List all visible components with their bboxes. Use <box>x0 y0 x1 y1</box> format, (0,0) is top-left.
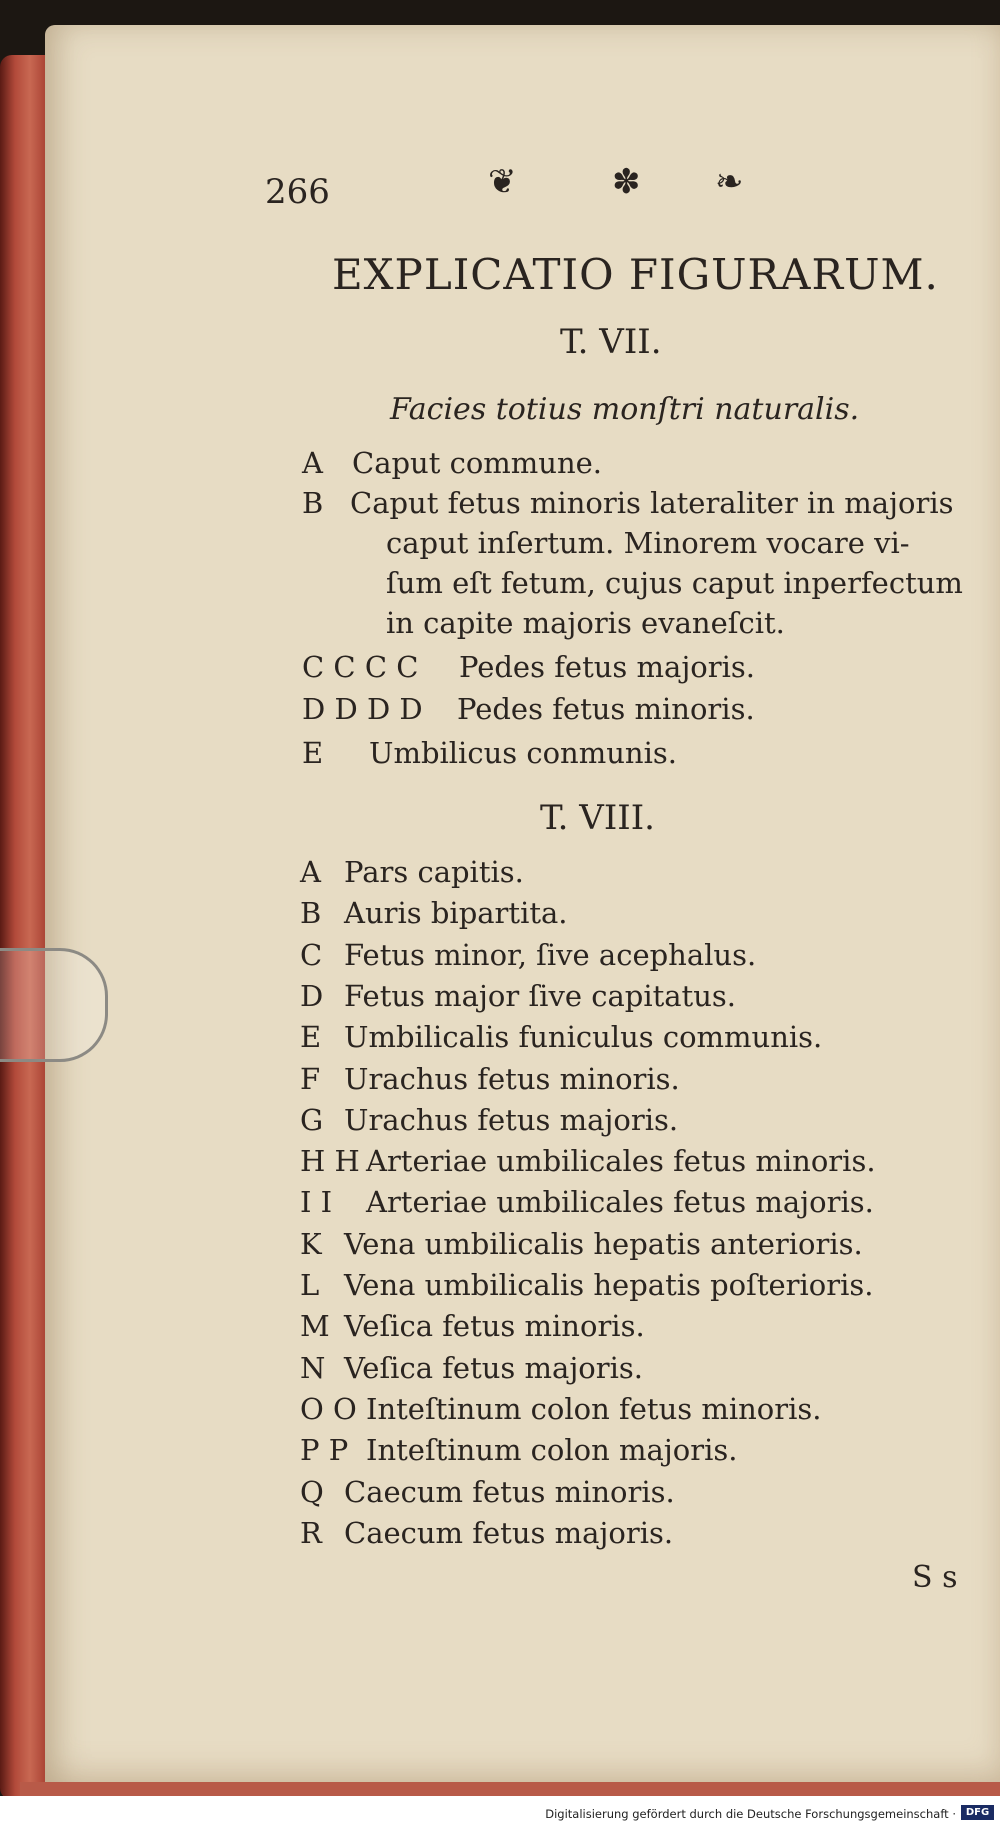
entry-letter: A <box>300 855 321 889</box>
entry-text: Arteriae umbilicales fetus majoris. <box>366 1185 874 1219</box>
entry-letter: M <box>300 1309 330 1343</box>
page-number: 266 <box>265 172 330 212</box>
section-caption-vii: Facies totius monſtri naturalis. <box>390 392 860 427</box>
entry-letter: K <box>300 1227 322 1261</box>
entry-letter: C C C C <box>302 650 419 684</box>
entry-letter: I I <box>300 1185 333 1219</box>
entry-letter: A <box>302 446 323 480</box>
page-title: EXPLICATIO FIGURARUM. <box>332 250 939 299</box>
entry-text: Veſica fetus majoris. <box>344 1351 644 1385</box>
entry-letter: R <box>300 1516 322 1550</box>
entry-letter: D D D D <box>302 692 423 726</box>
entry-letter: E <box>300 1020 322 1054</box>
entry-letter: H H <box>300 1144 360 1178</box>
entry-letter: F <box>300 1062 321 1096</box>
ornament-left-icon: ❦ <box>488 162 517 202</box>
entry-letter: N <box>300 1351 326 1385</box>
entry-text: Urachus fetus minoris. <box>344 1062 680 1096</box>
entry-text: Arteriae umbilicales fetus minoris. <box>366 1144 876 1178</box>
entry-letter: D <box>300 979 324 1013</box>
entry-text: Urachus fetus majoris. <box>344 1103 679 1137</box>
section-heading-vii: T. VII. <box>560 322 662 362</box>
entry-text: Vena umbilicalis hepatis anterioris. <box>344 1227 863 1261</box>
ornament-right-icon: ❧ <box>715 162 744 202</box>
entry-letter: B <box>302 486 324 520</box>
entry-text: Caput commune. <box>352 446 603 480</box>
entry-text: Inteſtinum colon majoris. <box>366 1433 738 1467</box>
entry-letter: B <box>300 896 322 930</box>
entry-letter: L <box>300 1268 320 1302</box>
entry-letter: G <box>300 1103 324 1137</box>
entry-text: Fetus minor, ſive acephalus. <box>344 938 757 972</box>
book-bottom-edge <box>20 1782 1000 1796</box>
entry-letter: E <box>302 736 324 770</box>
section-heading-viii: T. VIII. <box>540 798 655 838</box>
entry-letter: O O <box>300 1392 357 1426</box>
entry-text: Pars capitis. <box>344 855 524 889</box>
entry-continuation: in capite majoris evaneſcit. <box>386 606 785 640</box>
ornament-center-icon: ✽ <box>612 162 641 202</box>
entry-text: Caecum fetus minoris. <box>344 1475 675 1509</box>
entry-text: Inteſtinum colon fetus minoris. <box>366 1392 822 1426</box>
page-clip <box>0 948 108 1062</box>
entry-text: Fetus major ſive capitatus. <box>344 979 736 1013</box>
entry-letter: P P <box>300 1433 349 1467</box>
entry-text: Caput fetus minoris lateraliter in majoris <box>350 486 954 520</box>
entry-text: Veſica fetus minoris. <box>344 1309 645 1343</box>
entry-text: Umbilicus conmunis. <box>369 736 677 770</box>
signature-mark: S s <box>912 1560 958 1595</box>
entry-text: Caecum fetus majoris. <box>344 1516 674 1550</box>
entry-text: Auris bipartita. <box>344 896 568 930</box>
entry-continuation: caput inſertum. Minorem vocare vi- <box>386 526 910 560</box>
entry-text: Vena umbilicalis hepatis poſterioris. <box>344 1268 874 1302</box>
entry-letter: C <box>300 938 323 972</box>
entry-text: Umbilicalis funiculus communis. <box>344 1020 823 1054</box>
entry-text: Pedes fetus minoris. <box>457 692 755 726</box>
dfg-logo: DFG <box>961 1805 994 1820</box>
entry-letter: Q <box>300 1475 324 1509</box>
entry-text: Pedes fetus majoris. <box>459 650 756 684</box>
entry-continuation: ſum eſt fetum, cujus caput inperfectum <box>386 566 963 600</box>
footer-credit: Digitalisierung gefördert durch die Deutsche Forschungsgemeinschaft · <box>545 1807 956 1821</box>
